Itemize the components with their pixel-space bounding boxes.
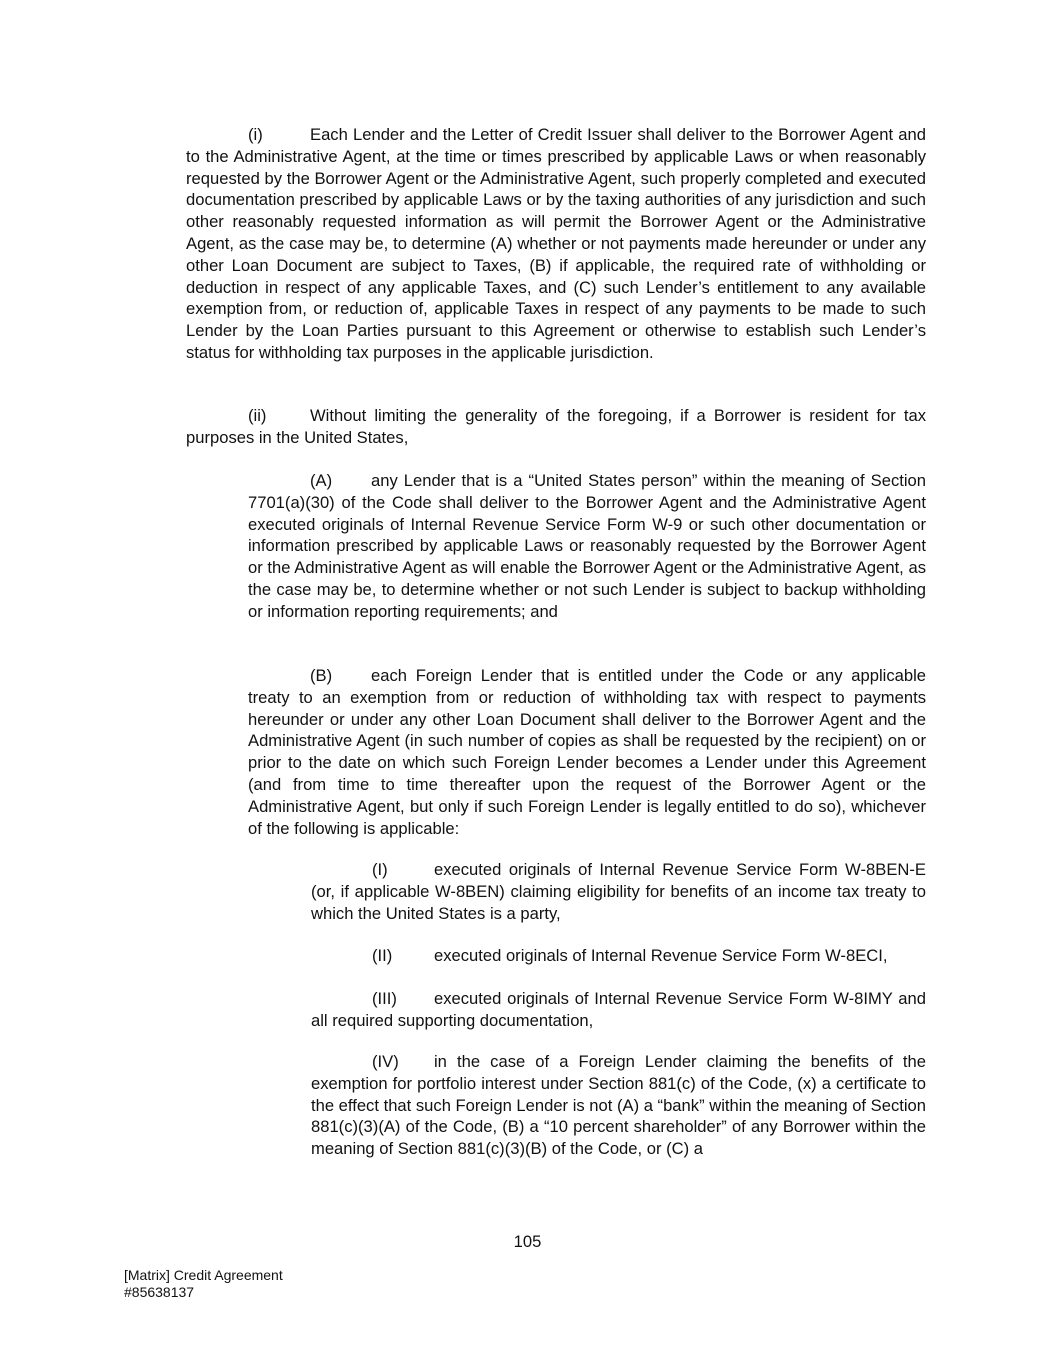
paragraph-I [311,859,926,924]
paragraph-ii [186,405,926,449]
paragraph-label: (I) [372,860,388,879]
paragraph-text: any Lender that is a “United States person” within the meaning of Section 7701(a)(30) of the Code shall deliver to the Borrower Agent and the Administrative Agent executed originals of Internal Revenue Service Form W-9 or such other documentation or information prescribed by applicable Laws or reasonably requested by the Borrower Agent or the Administrative Agent as will enable the Borrower Agent or the Administrative Agent, as the case may be, to determine whether or not such Lender is subject to backup withholding or information reporting requirements; and [248,471,926,621]
paragraph-IV [311,1051,926,1160]
paragraph-B [248,665,926,839]
paragraph-label: (ii) [248,406,267,425]
paragraph-text: executed originals of Internal Revenue Service Form W-8IMY and all required supporting documentation, [311,989,926,1030]
paragraph-III [311,988,926,1032]
page-number: 105 [513,1232,542,1251]
paragraph-text: executed originals of Internal Revenue Service Form W-8ECI, [434,946,888,965]
paragraph-text: each Foreign Lender that is entitled under the Code or any applicable treaty to an exemption from or reduction of withholding tax with respect to payments hereunder or under any other Loan Document shall deliver to the Borrower Agent and the Administrative Agent (in such number of copies as shall be requested by the recipient) on or prior to the date on which such Foreign Lender becomes a Lender under this Agreement (and from time to time thereafter upon the request of the Borrower Agent or the Administrative Agent, but only if such Foreign Lender is legally entitled to do so), whichever of the following is applicable: [248,666,926,838]
paragraph-label: (B) [310,666,333,685]
document-footer [124,1267,283,1301]
paragraph-text: executed originals of Internal Revenue Service Form W-8BEN-E (or, if applicable W-8BEN) claiming eligibility for benefits of an income tax treaty to which the United States is a party, [311,860,926,923]
paragraph-i [186,124,926,364]
paragraph-label: (III) [372,989,397,1008]
footer-title: [Matrix] Credit Agreement [124,1267,283,1283]
paragraph-II [311,945,926,967]
paragraph-label: (IV) [372,1052,399,1071]
paragraph-label: (A) [310,471,333,490]
paragraph-text: in the case of a Foreign Lender claiming the benefits of the exemption for portfolio interest under Section 881(c) of the Code, (x) a certificate to the effect that such Foreign Lender is not (A) a “bank” within the meaning of Section 881(c)(3)(A) of the Code, (B) a “10 percent shareholder” of any Borrower within the meaning of Section 881(c)(3)(B) of the Code, or (C) a [311,1052,926,1159]
paragraph-text: Each Lender and the Letter of Credit Issuer shall deliver to the Borrower Agent and to the Administrative Agent, at the time or times prescribed by applicable Laws or when reasonably requested by the Borrower Agent or the Administrative Agent, such properly completed and executed documentation prescribed by applicable Laws or by the taxing authorities of any jurisdiction and such other reasonably requested information as will permit the Borrower Agent or the Administrative Agent, as the case may be, to determine (A) whether or not payments made hereunder or under any other Loan Document are subject to Taxes, (B) if applicable, the required rate of withholding or deduction in respect of any applicable Taxes, and (C) such Lender’s entitlement to any available exemption from, or reduction of, applicable Taxes in respect of any payments to be made to such Lender by the Loan Parties pursuant to this Agreement or otherwise to establish such Lender’s status for withholding tax purposes in the applicable jurisdiction. [186,125,926,362]
footer-doc-id: #85638137 [124,1284,195,1300]
paragraph-label: (i) [248,125,263,144]
paragraph-label: (II) [372,946,393,965]
paragraph-A [248,470,926,623]
paragraph-text: Without limiting the generality of the foregoing, if a Borrower is resident for tax purposes in the United States, [186,406,926,447]
